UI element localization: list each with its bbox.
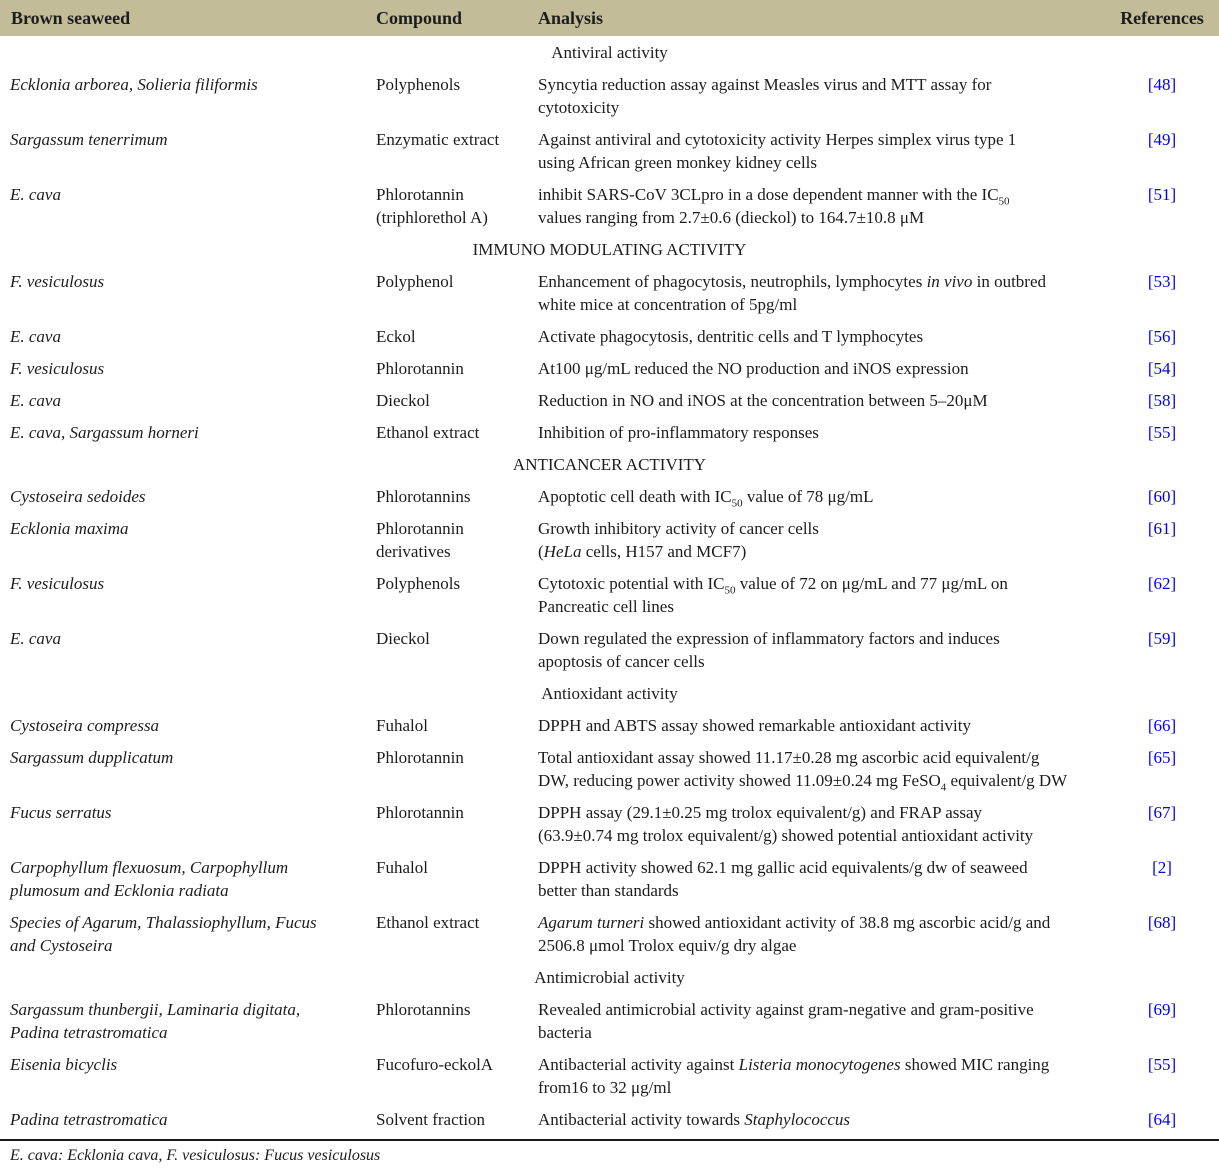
reference-cell bbox=[1105, 851, 1219, 906]
reference-link[interactable]: [59] bbox=[1147, 629, 1177, 648]
italic-term: Agarum turneri bbox=[538, 913, 645, 932]
reference-link[interactable]: [55] bbox=[1147, 423, 1177, 442]
table-row bbox=[0, 352, 1219, 384]
analysis-cell: DPPH activity showed 62.1 mg gallic acid equivalents/g dw of seaweed better than standards bbox=[538, 858, 1028, 900]
reference-link[interactable]: [62] bbox=[1147, 574, 1177, 593]
analysis-cell: Total antioxidant assay showed 11.17±0.28 mg ascorbic acid equivalent/g DW, reducing power activity showed 11.09±0.24 mg FeSO$_4$ equivalent/g DW bbox=[538, 748, 1068, 794]
seaweed-cell: F. vesiculosus bbox=[10, 359, 105, 378]
seaweed-cell: Eisenia bicyclis bbox=[10, 1055, 118, 1074]
reference-cell bbox=[1105, 265, 1219, 320]
seaweed-cell: E. cava bbox=[10, 391, 61, 410]
section-label: ANTICANCER ACTIVITY bbox=[512, 455, 707, 474]
compound-cell: Phlorotannin (triphlorethol A) bbox=[376, 185, 488, 227]
reference-link[interactable]: [65] bbox=[1147, 748, 1177, 767]
compound-cell: Ethanol extract bbox=[376, 423, 480, 442]
seaweed-cell: E. cava bbox=[10, 185, 61, 204]
table-row bbox=[0, 796, 1219, 851]
column-header-references: References bbox=[1105, 0, 1219, 36]
analysis-cell: Reduction in NO and iNOS at the concentration between 5–20μM bbox=[538, 391, 988, 410]
reference-cell bbox=[1105, 123, 1219, 178]
analysis-cell: Growth inhibitory activity of cancer cells (HeLa cells, H157 and MCF7) bbox=[538, 519, 819, 561]
reference-cell bbox=[1105, 178, 1219, 233]
italic-term: Listeria monocytogenes bbox=[738, 1055, 901, 1074]
table-row bbox=[0, 622, 1219, 677]
section-label: Antioxidant activity bbox=[541, 684, 678, 703]
compound-cell: Polyphenols bbox=[376, 75, 461, 94]
seaweed-cell: Sargassum dupplicatum bbox=[10, 748, 174, 767]
seaweed-cell: E. cava bbox=[10, 327, 61, 346]
reference-cell bbox=[1105, 709, 1219, 741]
reference-link[interactable]: [53] bbox=[1147, 272, 1177, 291]
reference-cell bbox=[1105, 416, 1219, 448]
analysis-cell: Revealed antimicrobial activity against gram-negative and gram-positive bacteria bbox=[538, 1000, 1034, 1042]
compound-cell: Eckol bbox=[376, 327, 416, 346]
compound-cell: Solvent fraction bbox=[376, 1110, 486, 1129]
subscript: 50 bbox=[998, 195, 1010, 208]
compound-cell: Phlorotannins bbox=[376, 1000, 471, 1019]
analysis-cell: Enhancement of phagocytosis, neutrophils, lymphocytes in vivo in outbred white mice at concentration of 5pg/ml bbox=[538, 272, 1047, 314]
italic-term: in vivo bbox=[926, 272, 973, 291]
seaweed-cell: Fucus serratus bbox=[10, 803, 112, 822]
reference-cell bbox=[1105, 68, 1219, 123]
reference-link[interactable]: [64] bbox=[1147, 1110, 1177, 1129]
reference-link[interactable]: [69] bbox=[1147, 1000, 1177, 1019]
compound-cell: Dieckol bbox=[376, 629, 430, 648]
table-row bbox=[0, 741, 1219, 796]
reference-link[interactable]: [67] bbox=[1147, 803, 1177, 822]
reference-cell bbox=[1105, 796, 1219, 851]
reference-link[interactable]: [49] bbox=[1147, 130, 1177, 149]
seaweed-cell: Sargassum thunbergii, Laminaria digitata, Padina tetrastromatica bbox=[10, 1000, 301, 1042]
reference-cell bbox=[1105, 480, 1219, 512]
reference-cell bbox=[1105, 1103, 1219, 1135]
table-row bbox=[0, 480, 1219, 512]
abbreviation-footnote: E. cava: Ecklonia cava, F. vesiculosus: Fucus vesiculosus bbox=[10, 1147, 381, 1164]
table-row bbox=[0, 709, 1219, 741]
table-row bbox=[0, 906, 1219, 961]
table-row bbox=[0, 567, 1219, 622]
reference-cell bbox=[1105, 906, 1219, 961]
seaweed-cell: Sargassum tenerrimum bbox=[10, 130, 168, 149]
reference-cell bbox=[1105, 384, 1219, 416]
seaweed-cell: F. vesiculosus bbox=[10, 272, 105, 291]
seaweed-cell: Species of Agarum, Thalassiophyllum, Fucus and Cystoseira bbox=[10, 913, 317, 955]
reference-link[interactable]: [58] bbox=[1147, 391, 1177, 410]
section-row bbox=[0, 961, 1219, 993]
reference-link[interactable]: [61] bbox=[1147, 519, 1177, 538]
compound-cell: Phlorotannin bbox=[376, 803, 464, 822]
section-label: IMMUNO MODULATING ACTIVITY bbox=[472, 240, 747, 259]
section-row bbox=[0, 36, 1219, 68]
analysis-cell: inhibit SARS-CoV 3CLpro in a dose dependent manner with the $IC_{50}$ values ranging from 2.7±0.6 (dieckol) to 164.7±10.8 μM bbox=[538, 185, 1010, 227]
analysis-cell: Activate phagocytosis, dentritic cells and T lymphocytes bbox=[538, 327, 924, 346]
compound-cell: Phlorotannins bbox=[376, 487, 471, 506]
italic-term: Staphylococcus bbox=[744, 1110, 851, 1129]
reference-link[interactable]: [51] bbox=[1147, 185, 1177, 204]
analysis-cell: Antibacterial activity towards Staphylococcus bbox=[538, 1110, 851, 1129]
section-row bbox=[0, 448, 1219, 480]
reference-link[interactable]: [48] bbox=[1147, 75, 1177, 94]
reference-link[interactable]: [56] bbox=[1147, 327, 1177, 346]
reference-link[interactable]: [68] bbox=[1147, 913, 1177, 932]
table-row bbox=[0, 416, 1219, 448]
table-row bbox=[0, 68, 1219, 123]
compound-cell: Enzymatic extract bbox=[376, 130, 500, 149]
table-row bbox=[0, 1103, 1219, 1135]
analysis-cell: Syncytia reduction assay against Measles virus and MTT assay for cytotoxicity bbox=[538, 75, 992, 117]
seaweed-cell: Carpophyllum flexuosum, Carpophyllum plumosum and Ecklonia radiata bbox=[10, 858, 289, 900]
table-row bbox=[0, 851, 1219, 906]
analysis-cell: Antibacterial activity against Listeria monocytogenes showed MIC ranging from16 to 32 μg/ml bbox=[538, 1055, 1050, 1097]
column-header-compound: Compound bbox=[376, 0, 538, 36]
table-row bbox=[0, 993, 1219, 1048]
compound-cell: Fuhalol bbox=[376, 716, 428, 735]
analysis-cell: DPPH and ABTS assay showed remarkable antioxidant activity bbox=[538, 716, 971, 735]
table-row bbox=[0, 512, 1219, 567]
table-header bbox=[0, 0, 1219, 36]
seaweed-cell: Ecklonia maxima bbox=[10, 519, 129, 538]
analysis-cell: DPPH assay (29.1±0.25 mg trolox equivalent/g) and FRAP assay (63.9±0.74 mg trolox equivalent/g) showed potential antioxidant activity bbox=[538, 803, 1034, 845]
analysis-cell: Apoptotic cell death with $IC_{50}$ value of 78 μg/mL bbox=[538, 487, 874, 510]
reference-link[interactable]: [2] bbox=[1152, 858, 1172, 877]
table-row bbox=[0, 320, 1219, 352]
compound-cell: Phlorotannin derivatives bbox=[376, 519, 464, 561]
header-row bbox=[0, 0, 1219, 36]
reference-cell bbox=[1105, 1048, 1219, 1103]
reference-cell bbox=[1105, 993, 1219, 1048]
reference-cell bbox=[1105, 352, 1219, 384]
analysis-cell: Cytotoxic potential with $IC_{50}$ value of 72 on μg/mL and 77 μg/mL on Pancreatic cell lines bbox=[538, 574, 1008, 616]
reference-link[interactable]: [55] bbox=[1147, 1055, 1177, 1074]
table-body bbox=[0, 36, 1219, 1135]
compound-cell: Fuhalol bbox=[376, 858, 428, 877]
reference-link[interactable]: [54] bbox=[1147, 359, 1177, 378]
table-row bbox=[0, 123, 1219, 178]
seaweed-cell: E. cava bbox=[10, 629, 61, 648]
compound-cell: Phlorotannin bbox=[376, 748, 464, 767]
section-row bbox=[0, 233, 1219, 265]
reference-link[interactable]: [66] bbox=[1147, 716, 1177, 735]
compound-cell: Ethanol extract bbox=[376, 913, 480, 932]
subscript: 50 bbox=[724, 584, 736, 597]
seaweed-cell: F. vesiculosus bbox=[10, 574, 105, 593]
analysis-cell: Agarum turneri showed antioxidant activity of 38.8 mg ascorbic acid/g and 2506.8 μmol Trolox equiv/g dry algae bbox=[538, 913, 1051, 955]
compound-cell: Polyphenols bbox=[376, 574, 461, 593]
seaweed-cell: Cystoseira compressa bbox=[10, 716, 160, 735]
italic-term: HeLa bbox=[543, 542, 582, 561]
table-row bbox=[0, 1048, 1219, 1103]
analysis-cell: At100 μg/mL reduced the NO production and iNOS expression bbox=[538, 359, 969, 378]
subscript: 50 bbox=[731, 497, 743, 510]
section-label: Antimicrobial activity bbox=[534, 968, 685, 987]
reference-cell bbox=[1105, 622, 1219, 677]
compound-cell: Fucofuro-eckolA bbox=[376, 1055, 494, 1074]
analysis-cell: Inhibition of pro-inflammatory responses bbox=[538, 423, 819, 442]
section-row bbox=[0, 677, 1219, 709]
compound-cell: Polyphenol bbox=[376, 272, 454, 291]
reference-link[interactable]: [60] bbox=[1147, 487, 1177, 506]
reference-cell bbox=[1105, 512, 1219, 567]
table-row bbox=[0, 384, 1219, 416]
table-row bbox=[0, 178, 1219, 233]
table-row bbox=[0, 265, 1219, 320]
reference-cell bbox=[1105, 741, 1219, 796]
seaweed-cell: Cystoseira sedoides bbox=[10, 487, 146, 506]
seaweed-cell: Ecklonia arborea, Solieria filiformis bbox=[10, 75, 258, 94]
column-header-brown-seaweed: Brown seaweed bbox=[0, 0, 376, 36]
reference-cell bbox=[1105, 567, 1219, 622]
compound-cell: Phlorotannin bbox=[376, 359, 464, 378]
column-header-analysis: Analysis bbox=[538, 0, 1105, 36]
seaweed-cell: Padina tetrastromatica bbox=[10, 1110, 168, 1129]
seaweed-cell: E. cava, Sargassum horneri bbox=[10, 423, 199, 442]
compound-cell: Dieckol bbox=[376, 391, 430, 410]
reference-cell bbox=[1105, 320, 1219, 352]
analysis-cell: Against antiviral and cytotoxicity activity Herpes simplex virus type 1 using African green monkey kidney cells bbox=[538, 130, 1017, 172]
analysis-cell: Down regulated the expression of inflammatory factors and induces apoptosis of cancer cells bbox=[538, 629, 1000, 671]
section-label: Antiviral activity bbox=[551, 43, 668, 62]
subscript: 4 bbox=[940, 781, 947, 794]
